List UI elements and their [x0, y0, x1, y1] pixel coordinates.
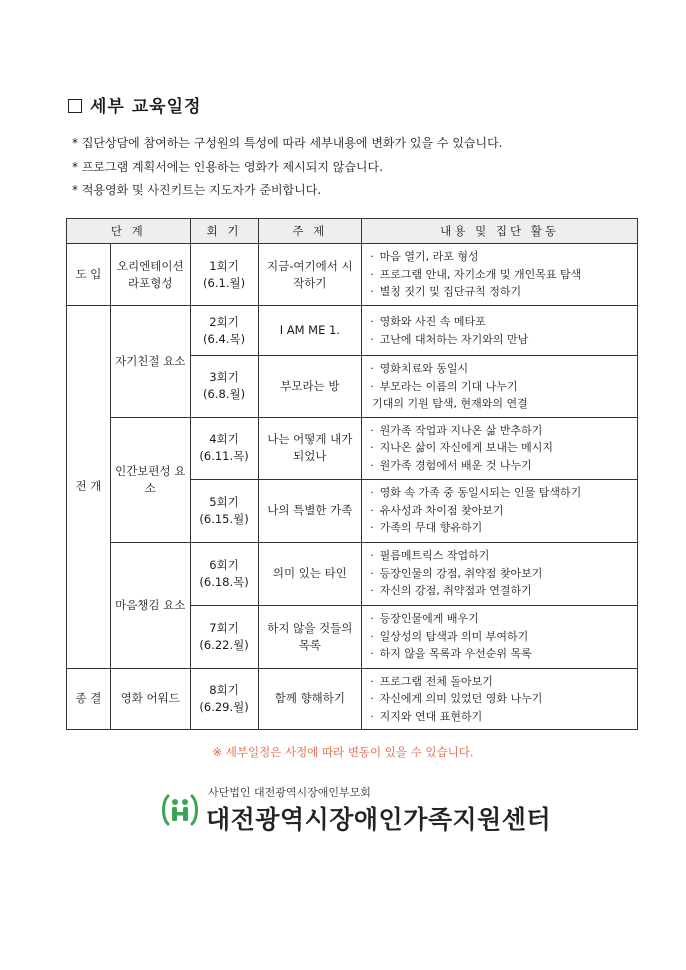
- session-cell: 4회기 (6.11.목): [190, 417, 258, 479]
- org-subtitle: 사단법인 대전광역시장애인부모회: [208, 786, 371, 799]
- checkbox-icon: [68, 99, 82, 113]
- element-cell: 마음챙김 요소: [110, 542, 190, 668]
- activities-cell: · 필름메트릭스 작업하기 · 등장인물의 강점, 취약점 찾아보기 · 자신의 강점, 취약점과 연결하기: [362, 542, 638, 605]
- table-row: [67, 417, 638, 479]
- table-row: [67, 306, 638, 356]
- topic-cell: 의미 있는 타인: [258, 542, 362, 605]
- note-item: * 적용영화 및 사진키트는 지도자가 준비합니다.: [72, 183, 322, 197]
- element-cell: 오리엔테이션 라포형성: [110, 244, 190, 306]
- org-name: 대전광역시장애인가족지원센터: [206, 805, 552, 834]
- header-stage: 단 계: [67, 219, 191, 244]
- table-row: [67, 668, 638, 730]
- topic-cell: 함께 향해하기: [258, 668, 362, 730]
- activities-cell: · 마음 열기, 라포 형성 · 프로그램 안내, 자기소개 및 개인목표 탐색 · 별칭 짓기 및 집단규칙 정하기: [362, 244, 638, 306]
- activities-cell: · 원가족 작업과 지나온 삶 반추하기 · 지나온 삶이 자신에게 보내는 메시지 · 원가족 경험에서 배운 것 나누기: [362, 417, 638, 479]
- organization-signature: [160, 784, 560, 836]
- session-cell: 8회기 (6.29.월): [190, 668, 258, 730]
- table-header-row: [67, 219, 638, 244]
- stage-end: 종 결: [67, 668, 111, 730]
- note-item: * 프로그램 계획서에는 인용하는 영화가 제시되지 않습니다.: [72, 159, 383, 174]
- element-cell: 자기친절 요소: [110, 306, 190, 418]
- note-item: * 집단상담에 참여하는 구성원의 특성에 따라 세부내용에 변화가 있을 수 있습니다.: [72, 136, 503, 150]
- footer-note: ※ 세부일정은 사정에 따라 변동이 있을 수 있습니다.: [212, 745, 474, 759]
- header-session: 회 기: [190, 219, 258, 244]
- stage-intro: 도 입: [67, 244, 111, 306]
- element-cell: 영화 어워드: [110, 668, 190, 730]
- org-logo-icon: [160, 790, 200, 830]
- topic-cell: 나는 어떻게 내가 되었나: [258, 417, 362, 479]
- session-cell: 7회기 (6.22.월): [190, 605, 258, 668]
- schedule-table: [66, 218, 638, 730]
- session-cell: 6회기 (6.18.목): [190, 542, 258, 605]
- table-row: [67, 244, 638, 306]
- notes: [72, 132, 503, 203]
- activities-cell: · 등장인물에게 배우기 · 일상성의 탐색과 의미 부여하기 · 하지 않을 목록과 우선순위 목록: [362, 605, 638, 668]
- session-cell: 3회기 (6.8.월): [190, 356, 258, 418]
- header-topic: 주 제: [258, 219, 362, 244]
- activities-cell: · 프로그램 전체 돌아보기 · 자신에게 의미 있었던 영화 나누기 · 지지와 연대 표현하기: [362, 668, 638, 730]
- topic-cell: 부모라는 방: [258, 356, 362, 418]
- section-title: [68, 92, 201, 117]
- session-cell: 5회기 (6.15.월): [190, 479, 258, 542]
- stage-dev: 전 개: [67, 306, 111, 669]
- activities-cell: · 영화와 사진 속 메타포 · 고난에 대처하는 자기와의 만남: [362, 306, 638, 356]
- activities-cell: · 영화치료와 동일시 · 부모라는 이름의 기대 나누기 기대의 기원 탐색, 현재와의 연결: [362, 356, 638, 418]
- section-title-text: 세부 교육일정: [90, 97, 202, 117]
- table-row: [67, 542, 638, 605]
- activities-cell: · 영화 속 가족 중 동일시되는 인물 탐색하기 · 유사성과 차이점 찾아보기 · 가족의 무대 향유하기: [362, 479, 638, 542]
- topic-cell: 지금-여기에서 시작하기: [258, 244, 362, 306]
- topic-cell: I AM ME 1.: [258, 306, 362, 356]
- session-cell: 2회기 (6.4.목): [190, 306, 258, 356]
- session-cell: 1회기 (6.1.월): [190, 244, 258, 306]
- topic-cell: 나의 특별한 가족: [258, 479, 362, 542]
- topic-cell: 하지 않을 것들의 목록: [258, 605, 362, 668]
- header-activities: 내용 및 집단 활동: [362, 219, 638, 244]
- element-cell: 인간보편성 요소: [110, 417, 190, 542]
